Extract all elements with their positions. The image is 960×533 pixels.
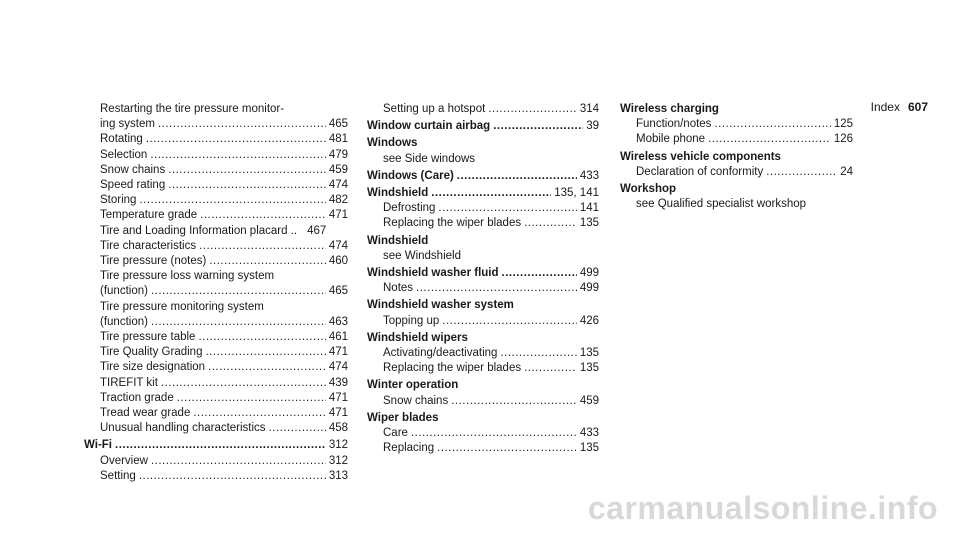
entry-text: Tire pressure table	[100, 331, 196, 344]
entry-text: Replacing the wiper blades	[383, 362, 522, 375]
page-reference[interactable]: 459	[579, 394, 599, 407]
entry-text: Notes	[383, 282, 414, 295]
entry-text: (function)	[100, 315, 148, 328]
leader-dots	[139, 469, 326, 484]
entry-text: Function/notes	[636, 118, 712, 131]
index-heading: Windows	[367, 137, 418, 150]
page-reference[interactable]: 479	[328, 148, 348, 161]
index-entry	[84, 284, 348, 299]
leader-dots	[431, 186, 551, 201]
index-entry	[84, 345, 348, 360]
entry-text: Care	[383, 427, 408, 440]
leader-dots	[488, 102, 577, 117]
page-reference[interactable]: 426	[579, 314, 599, 327]
leader-dots	[524, 216, 577, 231]
watermark: carmanualsonline.info	[587, 490, 938, 526]
page-reference[interactable]: 481	[328, 133, 348, 146]
page-reference[interactable]: 463	[328, 315, 348, 328]
entry-text: TIREFIT kit	[100, 376, 158, 389]
leader-dots	[269, 421, 326, 436]
index-entry	[84, 117, 348, 132]
index-heading: Wiper blades	[367, 411, 439, 424]
index-entry	[84, 391, 348, 406]
leader-dots	[146, 132, 326, 147]
index-entry	[367, 216, 599, 231]
entry-text: Rotating	[100, 133, 143, 146]
leader-dots	[193, 406, 325, 421]
entry-text: Speed rating	[100, 179, 166, 192]
leader-dots	[502, 266, 577, 281]
index-entry: see Qualified specialist workshop	[636, 198, 807, 211]
index-entry: Tire pressure monitoring system	[100, 300, 264, 313]
leader-dots	[524, 361, 577, 376]
index-entry	[84, 406, 348, 421]
index-entry	[367, 426, 599, 441]
page-reference[interactable]: 141	[579, 202, 599, 215]
entry-text: Snow chains	[100, 163, 166, 176]
page-reference[interactable]: 458	[328, 422, 348, 435]
index-heading: Winter operation	[367, 379, 459, 392]
page-reference[interactable]: 313	[328, 469, 348, 482]
page-reference[interactable]: 471	[328, 346, 348, 359]
leader-dots	[115, 438, 326, 453]
index-entry: Tire pressure loss warning system	[100, 270, 275, 283]
page-reference[interactable]: 135	[579, 442, 599, 455]
leader-dots	[209, 254, 326, 269]
index-entry	[367, 281, 599, 296]
entry-text: Traction grade	[100, 391, 174, 404]
entry-text: Defrosting	[383, 202, 436, 215]
entry-text: Tire size designation	[100, 361, 206, 374]
index-heading	[367, 169, 599, 184]
entry-text: Setting	[100, 469, 136, 482]
leader-dots	[493, 119, 583, 134]
page-reference[interactable]: 312	[328, 454, 348, 467]
page-reference[interactable]: 135	[579, 217, 599, 230]
page-reference[interactable]: 474	[328, 239, 348, 252]
page-reference[interactable]: 314	[579, 103, 599, 115]
index-entry	[367, 441, 599, 456]
entry-text: Replacing	[383, 442, 435, 455]
index-entry	[84, 239, 348, 254]
index-entry	[84, 254, 348, 269]
index-heading: Windshield wipers	[367, 331, 468, 344]
entry-text: Snow chains	[383, 394, 449, 407]
page-reference[interactable]: 135, 141	[554, 187, 599, 200]
index-entry	[620, 132, 853, 147]
leader-dots	[208, 360, 326, 375]
index-column-1	[84, 102, 348, 484]
index-heading	[367, 186, 599, 201]
page-number: 607	[907, 100, 928, 114]
page-reference[interactable]: 482	[328, 194, 348, 207]
page-reference[interactable]: 460	[328, 255, 348, 268]
index-heading: Windshield washer system	[367, 299, 514, 312]
page-reference[interactable]: 465	[328, 118, 348, 131]
leader-dots	[168, 178, 326, 193]
entry-text: Windshield washer fluid	[367, 267, 499, 280]
index-entry	[620, 117, 853, 132]
index-entry	[367, 314, 599, 329]
index-entry	[367, 361, 599, 376]
entry-text: Mobile phone	[636, 133, 706, 146]
page-reference[interactable]: 474	[328, 179, 348, 192]
leader-dots	[151, 284, 326, 299]
leader-dots	[205, 345, 325, 360]
index-entry	[367, 394, 599, 409]
index-heading	[84, 438, 348, 453]
index-heading: Wireless vehicle components	[620, 150, 781, 163]
index-entry	[84, 178, 348, 193]
leader-dots	[151, 454, 326, 469]
entry-text: Window curtain airbag	[367, 120, 491, 133]
index-entry	[367, 102, 599, 117]
entry-text: ing system	[100, 118, 155, 131]
index-entry	[84, 376, 348, 391]
page-reference[interactable]: 312	[328, 439, 348, 452]
entry-text: Tire Quality Grading	[100, 346, 203, 359]
index-entry	[367, 346, 599, 361]
index-heading	[367, 266, 599, 281]
entry-text: Replacing the wiper blades	[383, 217, 522, 230]
page-reference[interactable]: 471	[328, 391, 348, 404]
page-reference[interactable]: 126	[833, 133, 853, 146]
page-reference[interactable]: 433	[579, 427, 599, 440]
index-entry	[84, 224, 348, 239]
leader-dots	[177, 391, 326, 406]
leader-dots	[150, 148, 326, 163]
index-heading: Workshop	[620, 183, 677, 196]
page-reference[interactable]: 467	[307, 224, 327, 237]
leader-dots	[199, 239, 326, 254]
leader-dots	[766, 165, 837, 180]
index-entry	[367, 201, 599, 216]
entry-text: Temperature grade	[100, 209, 198, 222]
leader-dots	[198, 330, 325, 345]
page-reference[interactable]: 24	[840, 165, 853, 178]
page-reference[interactable]: 474	[328, 361, 348, 374]
index-entry: see Side windows	[383, 152, 476, 165]
entry-text: Windshield	[367, 187, 429, 200]
entry-text: Setting up a hotspot	[383, 103, 486, 115]
index-entry	[84, 132, 348, 147]
leader-dots	[437, 441, 577, 456]
page-header	[871, 100, 928, 114]
entry-text: (function)	[100, 285, 148, 298]
page-reference[interactable]: 471	[328, 209, 348, 222]
index-entry: Restarting the tire pressure monitor-	[100, 103, 285, 115]
page-reference[interactable]: 125	[833, 118, 853, 131]
entry-text: Tread wear grade	[100, 407, 191, 420]
page-reference[interactable]: 471	[328, 407, 348, 420]
index-entry	[620, 165, 853, 180]
page-reference[interactable]: 499	[579, 282, 599, 295]
leader-dots	[151, 315, 326, 330]
entry-text: Overview	[100, 454, 148, 467]
page-reference[interactable]: 499	[579, 267, 599, 280]
leader-dots	[139, 193, 325, 208]
entry-text: Declaration of conformity	[636, 165, 764, 178]
page-reference[interactable]: 459	[328, 163, 348, 176]
index-entry	[84, 315, 348, 330]
leader-dots	[416, 281, 577, 296]
index-entry	[84, 163, 348, 178]
leader-dots	[411, 426, 577, 441]
index-heading	[367, 119, 599, 134]
leader-dots	[451, 394, 577, 409]
leader-dots	[457, 169, 577, 184]
page-reference[interactable]: 135	[579, 347, 599, 360]
index-column-2	[367, 102, 599, 456]
page-reference[interactable]: 465	[328, 285, 348, 298]
page-reference[interactable]: 461	[328, 331, 348, 344]
index-entry	[84, 208, 348, 223]
entry-text: Selection	[100, 148, 148, 161]
entry-text: Topping up	[383, 314, 440, 327]
index-heading: Wireless charging	[620, 103, 719, 115]
entry-text: Tire and Loading Information placard ..	[100, 224, 298, 237]
index-column-3	[620, 102, 853, 212]
index-entry	[84, 469, 348, 484]
entry-text: Storing	[100, 194, 137, 207]
entry-text: Activating/deactivating	[383, 347, 498, 360]
index-heading: Windshield	[367, 234, 429, 247]
leader-dots	[200, 208, 326, 223]
index-entry	[84, 454, 348, 469]
leader-dots	[158, 117, 326, 132]
leader-dots	[500, 346, 576, 361]
entry-text: Wi-Fi	[84, 439, 112, 452]
leader-dots	[161, 376, 326, 391]
page-reference[interactable]: 135	[579, 362, 599, 375]
leader-dots	[168, 163, 326, 178]
leader-dots	[438, 201, 576, 216]
index-entry	[84, 193, 348, 208]
index-entry	[84, 421, 348, 436]
entry-text: Windows (Care)	[367, 169, 454, 182]
leader-dots	[708, 132, 831, 147]
index-label: Index	[870, 100, 900, 114]
entry-text: Tire characteristics	[100, 239, 197, 252]
page-reference[interactable]: 39	[586, 120, 599, 133]
page-reference[interactable]: 439	[328, 376, 348, 389]
index-entry	[84, 330, 348, 345]
entry-text: Tire pressure (notes)	[100, 255, 207, 268]
leader-dots	[714, 117, 830, 132]
leader-dots	[442, 314, 577, 329]
page-reference[interactable]: 433	[579, 169, 599, 182]
index-entry: see Windshield	[383, 249, 461, 262]
index-entry	[84, 360, 348, 375]
index-entry	[84, 148, 348, 163]
entry-text: Unusual handling characteristics	[100, 422, 266, 435]
